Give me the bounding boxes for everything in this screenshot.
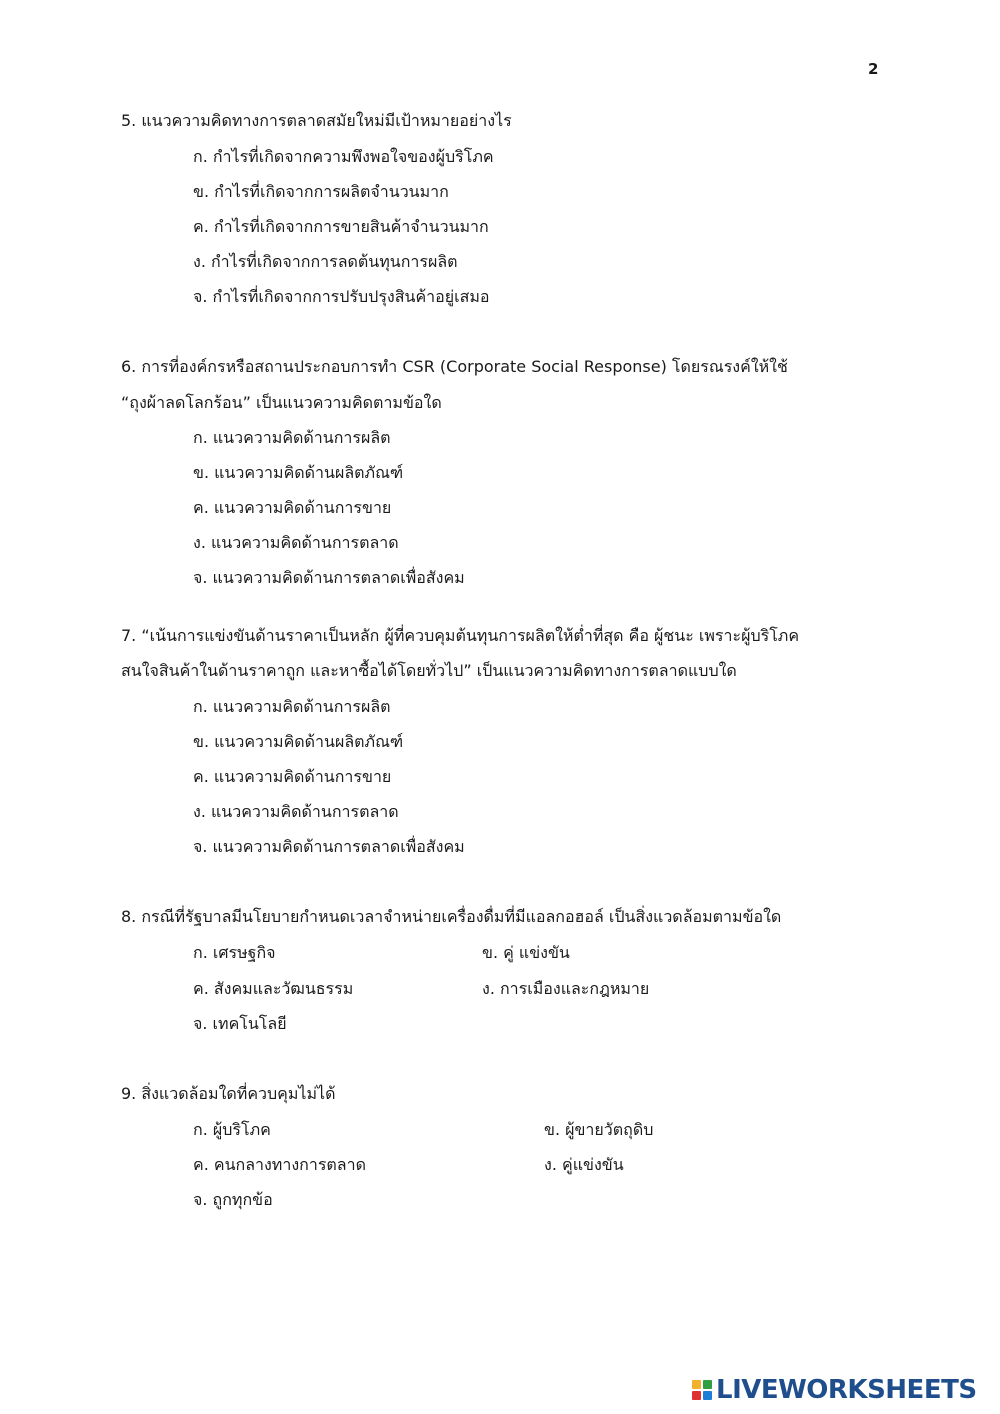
question-5-option-a: ก. กำไรที่เกิดจากความพึงพอใจของผู้บริโภค	[193, 147, 494, 166]
question-9-option-d: ง. คู่แข่งขัน	[544, 1155, 624, 1174]
question-7-text-line-1: 7. “เน้นการแข่งขันด้านราคาเป็นหลัก ผู้ที่ควบคุมต้นทุนการผลิตให้ต่ำที่สุด คือ ผู้ชนะ เพราะผู้บริโภค	[121, 626, 800, 645]
question-8-option-a: ก. เศรษฐกิจ	[193, 943, 276, 962]
question-8-option-c: ค. สังคมและวัฒนธรรม	[193, 979, 354, 998]
question-7-option-a: ก. แนวความคิดด้านการผลิต	[193, 697, 391, 716]
question-8-option-d: ง. การเมืองและกฎหมาย	[482, 979, 650, 998]
question-7-text-line-2: สนใจสินค้าในด้านราคาถูก และหาซื้อได้โดยทั่วไป” เป็นแนวความคิดทางการตลาดแบบใด	[121, 661, 737, 680]
question-8-text: 8. กรณีที่รัฐบาลมีนโยบายกำหนดเวลาจำหน่ายเครื่องดื่มที่มีแอลกอฮอล์ เป็นสิ่งแวดล้อมตามข้อใด	[121, 907, 782, 926]
question-5-option-c: ค. กำไรที่เกิดจากการขายสินค้าจำนวนมาก	[193, 217, 489, 236]
question-5-text: 5. แนวความคิดทางการตลาดสมัยใหม่มีเป้าหมายอย่างไร	[121, 111, 512, 130]
question-7-option-c: ค. แนวความคิดด้านการขาย	[193, 767, 392, 786]
question-8-option-b: ข. คู่ แข่งขัน	[482, 943, 570, 962]
question-9-text: 9. สิ่งแวดล้อมใดที่ควบคุมไม่ได้	[121, 1084, 336, 1103]
question-5-option-e: จ. กำไรที่เกิดจากการปรับปรุงสินค้าอยู่เสมอ	[193, 287, 490, 306]
question-6-option-d: ง. แนวความคิดด้านการตลาด	[193, 533, 399, 552]
logo-square-4	[703, 1391, 712, 1400]
question-6-option-c: ค. แนวความคิดด้านการขาย	[193, 498, 392, 517]
question-6-text-line-2: “ถุงผ้าลดโลกร้อน” เป็นแนวความคิดตามข้อใด	[121, 393, 442, 412]
question-9-option-a: ก. ผู้บริโภค	[193, 1120, 271, 1139]
question-9-option-e: จ. ถูกทุกข้อ	[193, 1190, 273, 1209]
page-number: 2	[868, 60, 879, 78]
logo-square-2	[703, 1380, 712, 1389]
question-5-option-d: ง. กำไรที่เกิดจากการลดต้นทุนการผลิต	[193, 252, 458, 271]
question-6-option-b: ข. แนวความคิดด้านผลิตภัณฑ์	[193, 463, 404, 482]
question-6-option-e: จ. แนวความคิดด้านการตลาดเพื่อสังคม	[193, 568, 465, 587]
question-8-option-e: จ. เทคโนโลยี	[193, 1014, 287, 1033]
liveworksheets-brand	[692, 1375, 977, 1405]
brand-text: LIVEWORKSHEETS	[716, 1375, 977, 1405]
question-6-text-line-1: 6. การที่องค์กรหรือสถานประกอบการทำ CSR (Corporate Social Response) โดยรณรงค์ให้ใช้	[121, 357, 788, 376]
question-7-option-b: ข. แนวความคิดด้านผลิตภัณฑ์	[193, 732, 404, 751]
question-7-option-d: ง. แนวความคิดด้านการตลาด	[193, 802, 399, 821]
question-9-option-b: ข. ผู้ขายวัตถุดิบ	[544, 1120, 654, 1139]
logo-square-1	[692, 1380, 701, 1389]
liveworksheets-logo-icon	[692, 1380, 712, 1400]
question-9-option-c: ค. คนกลางทางการตลาด	[193, 1155, 366, 1174]
question-6-option-a: ก. แนวความคิดด้านการผลิต	[193, 428, 391, 447]
question-7-option-e: จ. แนวความคิดด้านการตลาดเพื่อสังคม	[193, 837, 465, 856]
logo-square-3	[692, 1391, 701, 1400]
question-5-option-b: ข. กำไรที่เกิดจากการผลิตจำนวนมาก	[193, 182, 449, 201]
